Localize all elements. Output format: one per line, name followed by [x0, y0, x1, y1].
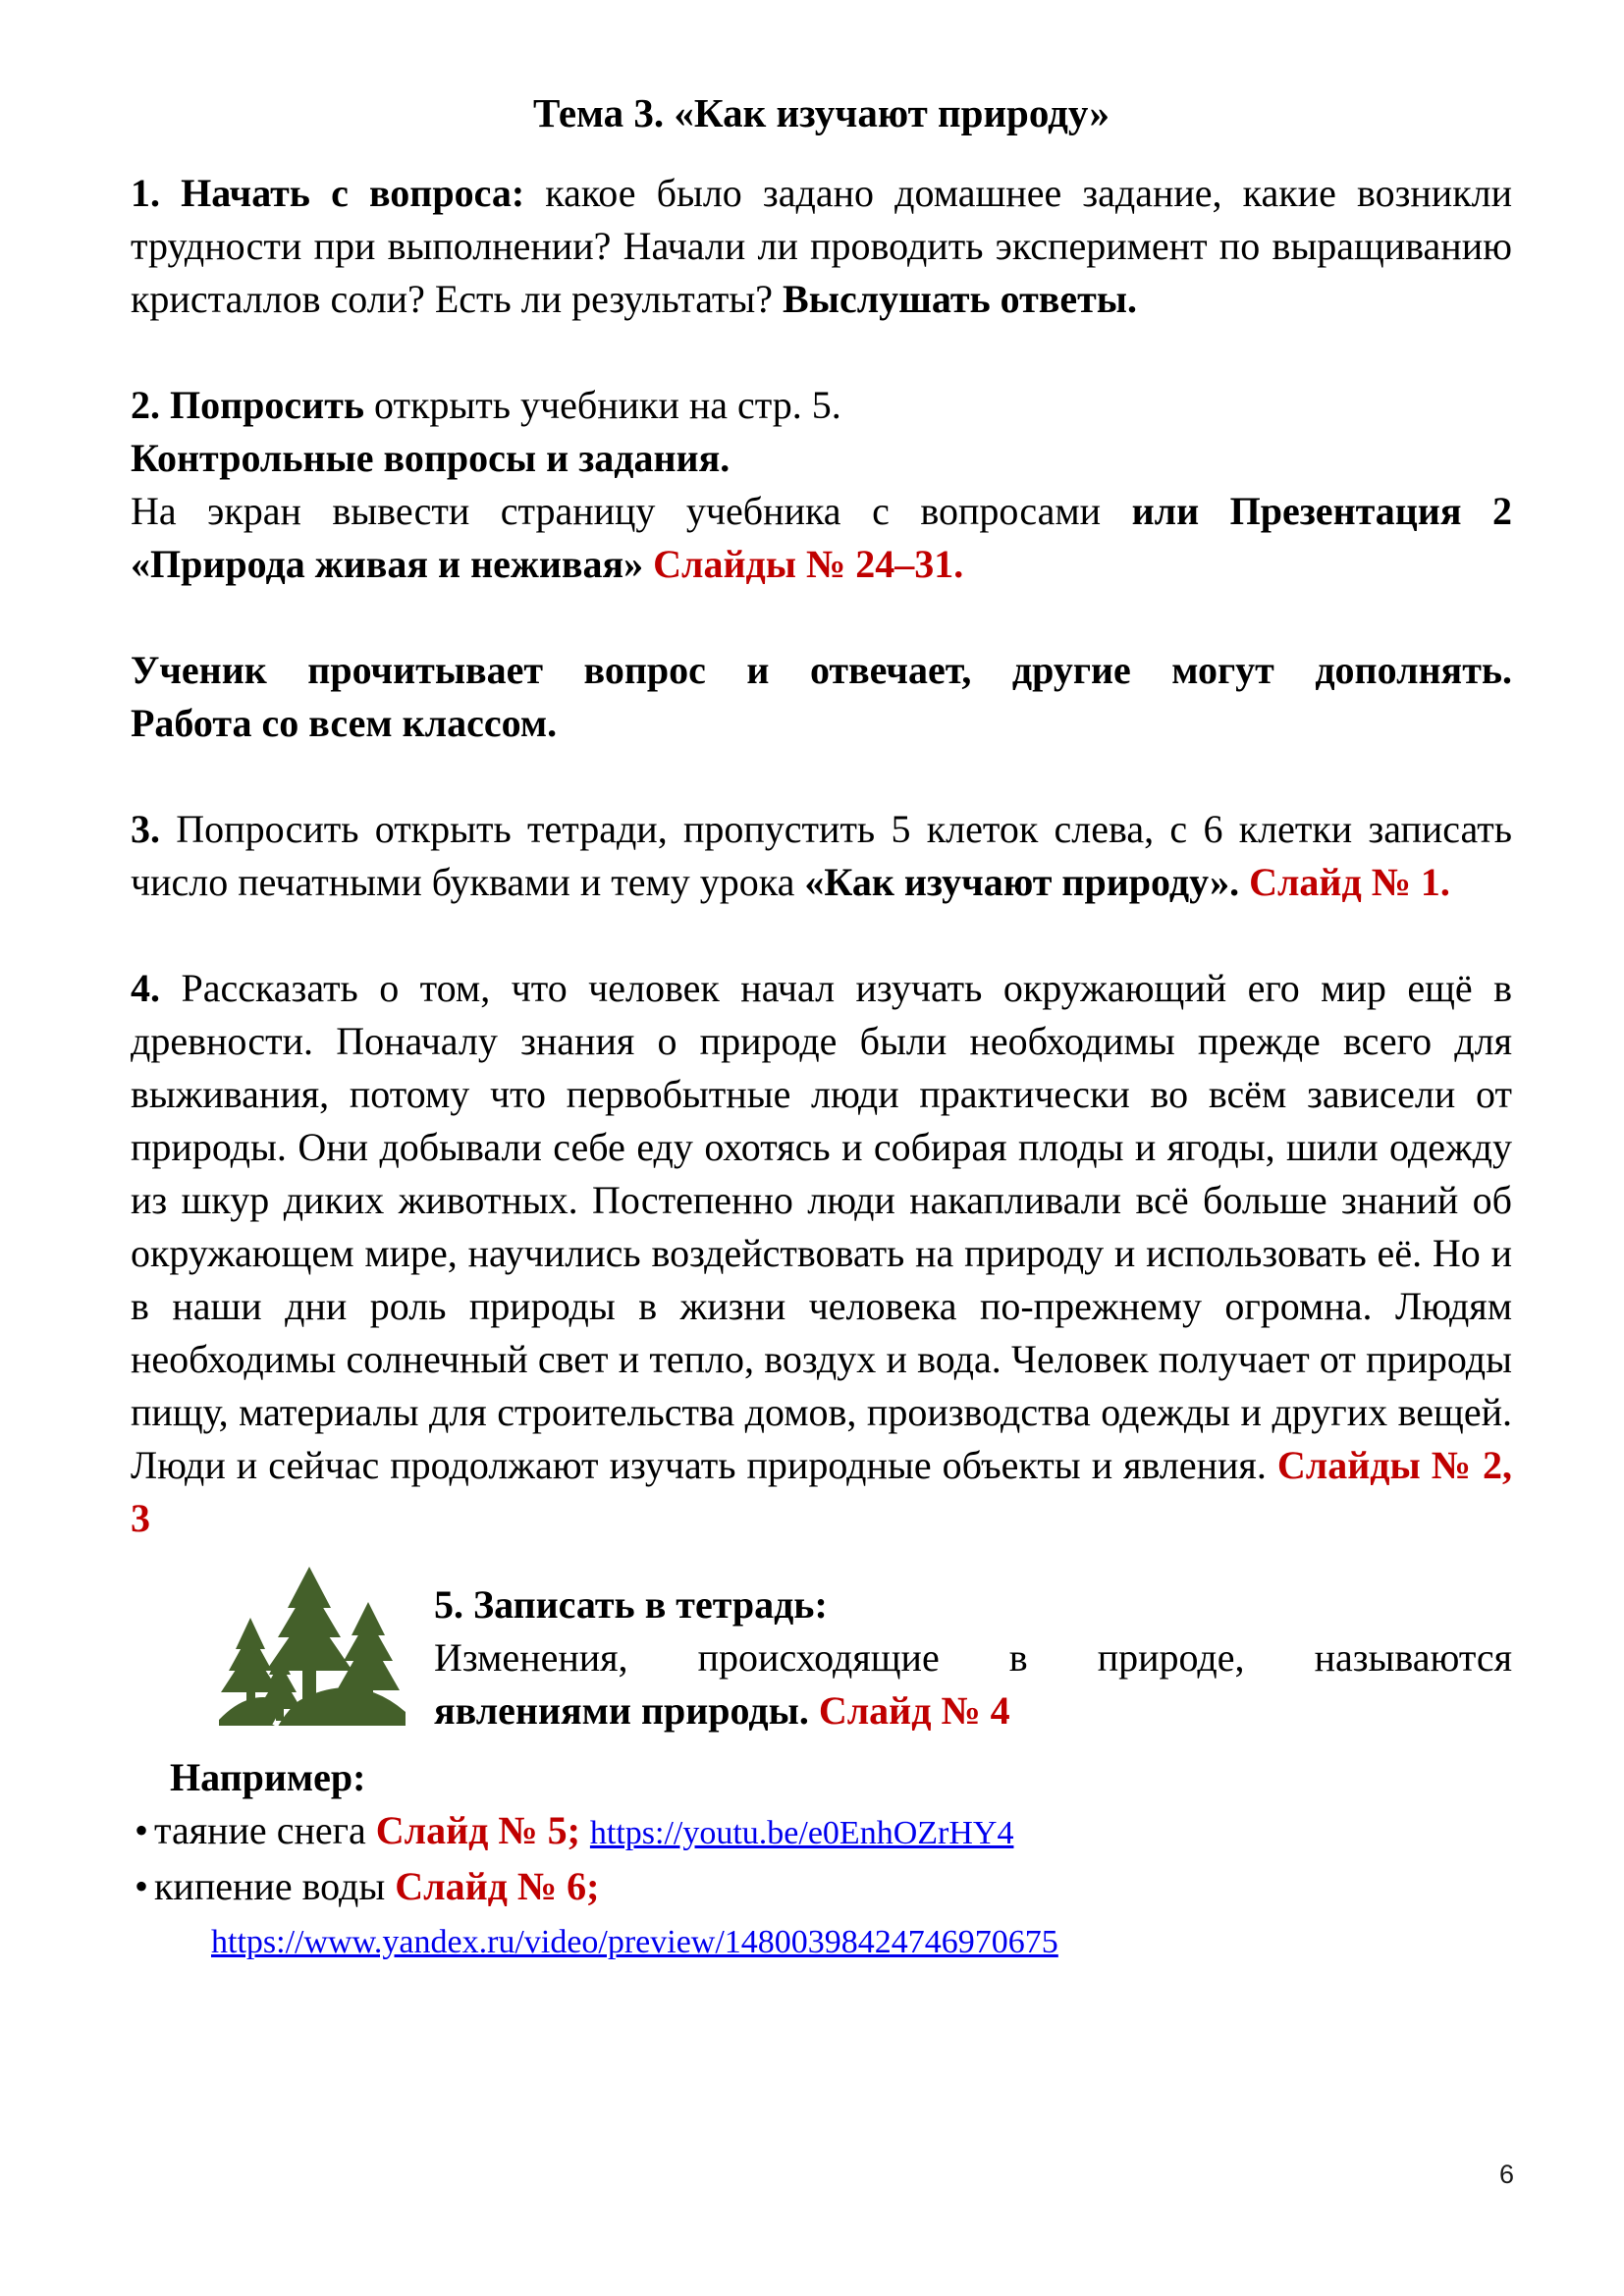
slide-ref-5: Слайд № 5;: [375, 1808, 590, 1852]
paragraph-2-line4-bold: «Природа живая и неживая»: [131, 542, 654, 586]
paragraph-4-number: 3.: [131, 807, 177, 851]
slide-ref-4: Слайд № 4: [818, 1688, 1010, 1733]
paragraph-2-line3-bold: или Презентация 2: [1131, 489, 1512, 533]
bullet-icon: •: [135, 1864, 149, 1908]
paragraph-2-line1-rest: открыть учебники на стр. 5.: [374, 383, 841, 427]
paragraph-2: [131, 379, 1512, 591]
slide-ref-1: Слайд № 1.: [1249, 860, 1450, 904]
paragraph-3: [131, 644, 1512, 750]
section-5-line3: [434, 1684, 1512, 1737]
slide-ref-24-31: Слайды № 24–31.: [653, 542, 964, 586]
yandex-video-link[interactable]: https://www.yandex.ru/video/preview/14800398424746970675: [211, 1924, 1058, 1960]
paragraph-5-number: 4.: [131, 966, 182, 1010]
paragraph-4: [131, 803, 1512, 909]
page-title: Тема 3. «Как изучают природу»: [533, 90, 1110, 135]
section-5-line2: Изменения, происходящие в природе, называются: [434, 1635, 1512, 1680]
youtube-link[interactable]: https://youtu.be/e0EnhOZrHY4: [589, 1815, 1014, 1851]
paragraph-2-line1-bold: 2. Попросить: [131, 383, 375, 427]
list-item-boiling-water: [135, 1860, 1512, 1913]
paragraph-3-line2: Работа со всем классом.: [131, 701, 558, 745]
bullet-icon: •: [135, 1808, 149, 1852]
list-item-text: таяние снега: [154, 1808, 376, 1852]
list-item-melting-snow: [135, 1804, 1512, 1860]
forest-trees-icon: [219, 1567, 406, 1726]
paragraph-3-line1: Ученик прочитывает вопрос и отвечает, другие могут дополнять.: [131, 648, 1512, 692]
slide-ref-6: Слайд № 6;: [395, 1864, 600, 1908]
paragraph-5-body: Рассказать о том, что человек начал изучать окружающий его мир ещё в древности. Поначалу знания о природе были необходимы прежде всего для выживания, потому что первобытные люди практически во всём зависели от природы. Они добывали себе еду охотясь и собирая плоды и ягоды, шили одежду из шкур диких животных. Постепенно люди накапливали всё больше знаний об окружающем мире, научились воздействовать на природу и использовать её. Но и в наши дни роль природы в жизни человека по-прежнему огромна. Людям необходимы солнечный свет и тепло, воздух и вода. Человек получает от природы пищу, материалы для строительства домов, производства одежды и других вещей. Люди и сейчас продолжают изучать природные объекты и явления.: [131, 966, 1512, 1487]
paragraph-4-bold: «Как изучают природу».: [804, 860, 1250, 904]
paragraph-1-body: какое было задано домашнее задание, какие возникли трудности при выполнении? Начали ли проводить эксперимент по выращиванию кристаллов соли? Есть ли результаты?: [131, 171, 1512, 321]
paragraph-5: [131, 962, 1512, 1545]
slide-ref-2-3: Слайды № 2, 3: [131, 1443, 1512, 1540]
section-5-text: [434, 1565, 1512, 1737]
list-item-text: кипение воды: [154, 1864, 396, 1908]
paragraph-1: [131, 167, 1512, 326]
section-5-line3-bold: явлениями природы.: [434, 1688, 819, 1733]
section-5-block: [131, 1565, 1512, 1737]
paragraph-1-tail: Выслушать ответы.: [783, 277, 1138, 321]
paragraph-2-line3: [131, 485, 1512, 538]
page-number: 6: [1498, 2160, 1514, 2189]
yandex-link-line: [211, 1913, 1512, 1969]
section-5-heading: 5. Записать в тетрадь:: [434, 1582, 828, 1627]
paragraph-4-body: Попросить открыть тетради, пропустить 5 клеток слева, с 6 клетки записать число печатными буквами и тему урока: [131, 807, 1512, 904]
paragraph-2-line3-normal: На экран вывести страницу учебника с вопросами: [131, 489, 1132, 533]
example-label: Например:: [170, 1755, 366, 1799]
paragraph-2-line4: [131, 538, 1512, 591]
paragraph-1-lead: 1. Начать с вопроса:: [131, 171, 546, 215]
paragraph-2-line2: Контрольные вопросы и задания.: [131, 436, 731, 480]
paragraph-2-line1: [131, 379, 1512, 432]
